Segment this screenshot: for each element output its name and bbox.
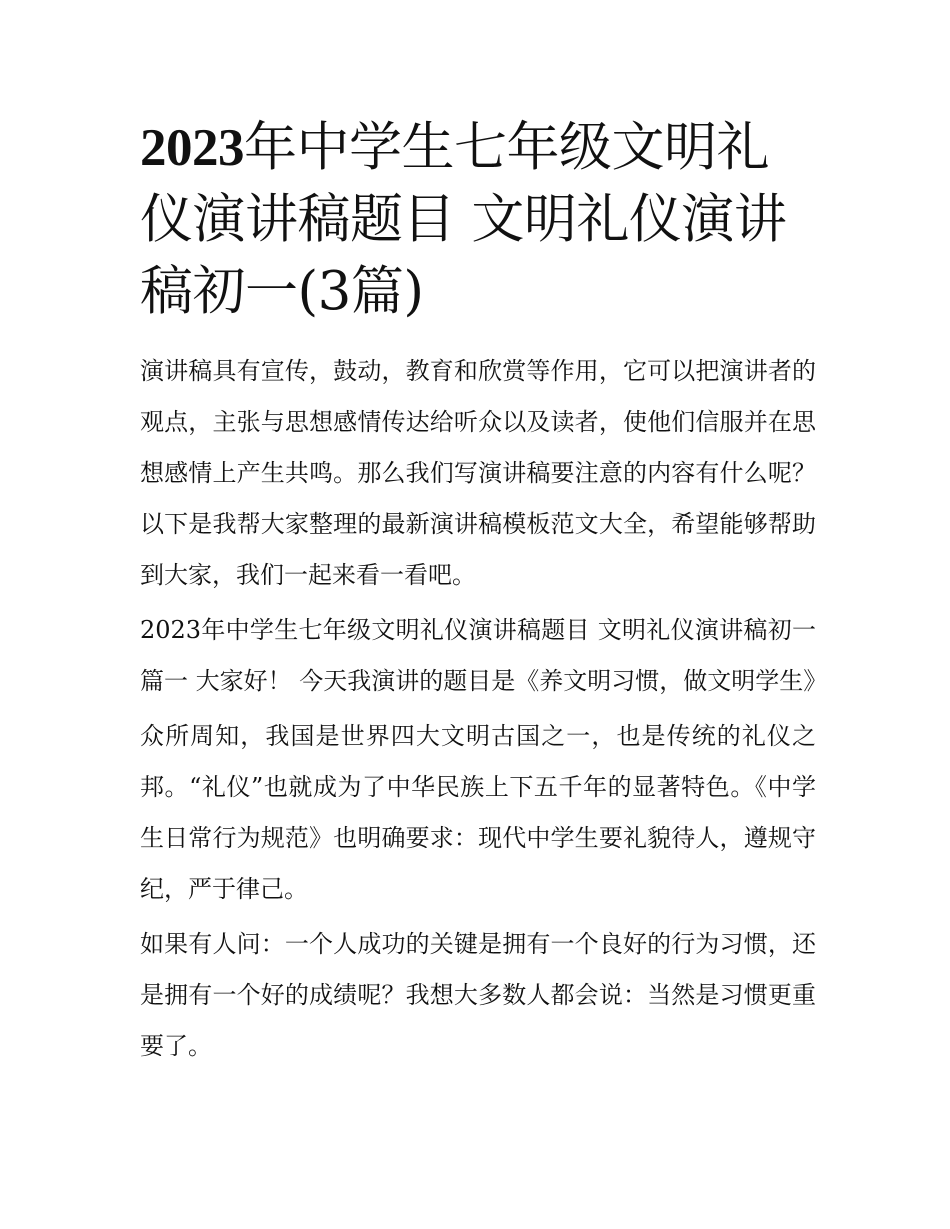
intro-paragraph: 演讲稿具有宣传，鼓动，教育和欣赏等作用，它可以把演讲者的观点，主张与思想感情传达给听众以及读者，使他们信服并在思想感情上产生共鸣。那么我们写演讲稿要注意的内容有什么呢？以下是我帮大家整理的最新演讲稿模板范文大全，希望能够帮助到大家，我们一起来看一看吧。: [140, 357, 816, 589]
title-text: 年中学生七年级文明礼仪演讲稿题目 文明礼仪演讲稿初一(3篇): [140, 117, 787, 322]
document-title: [140, 112, 816, 328]
body-paragraph-etiquette: 众所周知，我国是世界四大文明古国之一，也是传统的礼仪之邦。“礼仪”也就成为了中华民族上下五千年的显著特色。《中学生日常行为规范》也明确要求：现代中学生要礼貌待人，遵规守纪，严于律己。: [140, 722, 816, 903]
document-body: [140, 346, 828, 1072]
body-paragraph-habits: 如果有人问：一个人成功的关键是拥有一个良好的行为习惯，还是拥有一个好的成绩呢？我想大多数人都会说：当然是习惯更重要了。: [140, 930, 816, 1060]
title-year: 2023: [140, 119, 244, 177]
section-heading-paragraph: 2023年中学生七年级文明礼仪演讲稿题目 文明礼仪演讲稿初一篇一 大家好！ 今天我演讲的题目是《养文明习惯，做文明学生》: [140, 616, 828, 695]
document-page: [140, 112, 828, 1076]
